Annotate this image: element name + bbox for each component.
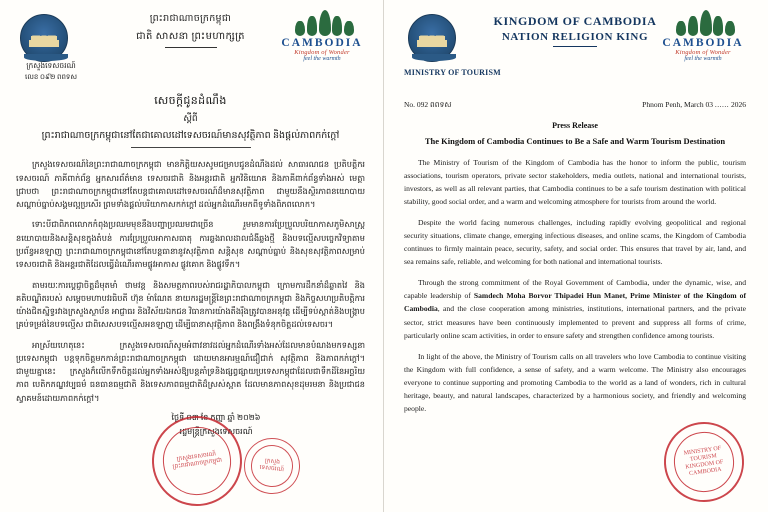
khmer-body <box>16 158 365 405</box>
english-motto-line: NATION RELIGION KING <box>501 31 649 43</box>
english-paragraph-3: Through the strong commitment of the Royal Government of Cambodia, under the dynamic, wise, and capable leadership of Samdech Moha Borvor Thipadei Hun Manet, Prime Minister of the Kingdom of Cambodia, and the close cooperation among ministries, institutions, international partners, and the private sector, strict measures have been continuously implemented to prevent and suppress all forms of crime, particularly online scam activities, in order to ensure safety and strengthen confidence among tourists. <box>404 278 746 340</box>
english-ministry-name: MINISTRY OF TOURISM <box>404 68 501 77</box>
khmer-title-block <box>16 94 365 148</box>
reference-row <box>404 100 746 111</box>
khmer-letterhead <box>16 10 365 80</box>
place-date: Phnom Penh, March <box>642 100 704 109</box>
english-body <box>404 156 746 415</box>
logo-tagline: Kingdom of Wonder <box>675 49 731 56</box>
khmer-paragraph-1: ក្រសួងទេសចរណ៍នៃព្រះរាជាណាចក្រកម្ពុជា មានកិត្តិយសសូមជម្រាបជូនដំណឹងដល់ សាធារណជន ប្រតិបត្តិករទេសចរណ៍ ភាគីពាក់ព័ន្ធ អ្នកសារព័ត៌មាន ទេសចរជាតិ និងអន្តរជាតិ អ្នកវិនិយោគ និងភាគីពាក់ព័ន្ធទាំងអស់ មេត្តាជ្រាបថា ព្រះរាជាណាចក្រកម្ពុជានៅតែបន្តជាគោលដៅទេសចរណ៍ដ៏មានសុវត្ថិភាព ជាមួយនឹងស្ថិរភាពនយោបាយ សណ្តាប់ធ្នាប់សង្គមល្អប្រសើរ ព្រមទាំងផ្តល់បរិយាកាសកក់ក្តៅ ដល់អ្នកដំណើរមកពីទូទាំងពិភពលោក។ <box>16 160 365 210</box>
official-seal-english <box>659 417 749 507</box>
date-year: 2026 <box>731 100 746 109</box>
logo-slogan: feel the warmth <box>684 56 722 62</box>
cambodia-tourism-logo-left <box>279 10 365 62</box>
reference-label: No. <box>404 100 416 109</box>
english-paragraph-1: The Ministry of Tourism of the Kingdom of Cambodia has the honor to inform the public, tourism associations, tourism operators, private sector stakeholders, media outlets, national and international tourists, investors, as well as all relevant parties, that Cambodia continues to be a safe tourism destination with political stability, good social order, and a warm and welcoming atmosphere for tourists from around the world. <box>404 158 746 207</box>
khmer-subject-label: ស្តីពី <box>183 113 198 123</box>
title-divider <box>131 147 251 148</box>
heading-divider <box>165 47 217 48</box>
date-dots: ...... <box>714 100 730 109</box>
royal-emblem-icon <box>20 14 72 58</box>
angkor-wat-icon <box>660 10 746 36</box>
english-paragraph-2: Despite the world facing numerous challenges, including rapidly evolving geopolitical and regional security situations, climate change, emerging infectious diseases, and online scams, the Kingdom of Cambodia continues to firmly maintain peace, security, safety, and social order. This ensures that travel by air, land, and sea remains safe, reliable, and welcoming for both national and international tourists. <box>404 218 746 267</box>
date-day: 03 <box>705 100 713 109</box>
khmer-document-title: ព្រះរាជាណាចក្រកម្ពុជានៅតែជាគោលដៅទេសចរណ៍មានសុវត្ថិភាព និងផ្តល់ភាពកក់ក្តៅ <box>41 131 340 141</box>
seal-secondary-text: ក្រសួងទេសចរណ៍ <box>249 443 295 489</box>
khmer-document-type: សេចក្តីជូនដំណឹង <box>154 95 227 107</box>
reference-group <box>404 100 451 111</box>
khmer-ministry-name: ក្រសួងទេសចរណ៍ <box>26 61 76 70</box>
seal-text: MINISTRY OF TOURISM KINGDOM OF CAMBODIA <box>671 429 738 496</box>
logo-tagline: Kingdom of Wonder <box>294 49 350 56</box>
heading-divider <box>553 46 597 47</box>
angkor-wat-icon <box>279 10 365 36</box>
english-letterhead <box>404 10 746 80</box>
press-release-label: Press Release <box>552 121 598 130</box>
khmer-ministry-block <box>16 60 86 83</box>
khmer-motto-line: ជាតិ សាសនា ព្រះមហាក្សត្រ <box>136 31 245 42</box>
seal-text: ក្រសួងទេសចរណ៍ ព្រះរាជាណាចក្រកម្ពុជា <box>159 423 235 499</box>
khmer-date-line: ថ្ងៃទី ០៣ ខែ​ កញ្ញា ឆ្នាំ ២០២៦ <box>171 413 261 423</box>
reference-value: 092 <box>416 100 429 109</box>
logo-wordmark: CAMBODIA <box>281 37 363 49</box>
khmer-kingdom-line: ព្រះរាជាណាចក្រកម្ពុជា <box>149 14 232 24</box>
logo-slogan: feel the warmth <box>303 56 341 62</box>
khmer-signer-title: រដ្ឋមន្ត្រីក្រសួងទេសចរណ៍ <box>179 427 253 437</box>
khmer-paragraph-3: តាមរយៈការប្តេជ្ញាចិត្តដ៏មុតមាំ ថាមវន្ត និងសមត្ថភាពរបស់រាជរដ្ឋាភិបាលកម្ពុជា ក្រោមការដឹកនាំដ៏ឆ្លាតវៃ និងគតិបណ្ឌិតរបស់ សម្តេចមហាបវរធិបតី ហ៊ុន ម៉ាណែត នាយករដ្ឋមន្ត្រីនៃព្រះរាជាណាចក្រកម្ពុជា និងកិច្ចសហប្រតិបត្តិការយ៉ាងជិតស្និទ្ធរវាងក្រសួងស្ថាប័ន អាជ្ញាធរ និងវិស័យឯកជន វិធានការយ៉ាងតឹងរ៉ឹងត្រូវបានអនុវត្ត ដើម្បីទប់ស្កាត់និងបង្ក្រាបគ្រប់ទម្រង់នៃបទល្មើស ជាពិសេសបទល្មើសអនឡាញ ដើម្បីធានាសុវត្ថិភាព និងពង្រឹងទំនុកចិត្តដល់ទេសចរ។ <box>16 280 365 330</box>
khmer-paragraph-2: ទោះបីជាពិភពលោកកំពុងប្រឈមមុខនឹងបញ្ហាប្រឈមជាច្រើន រួមមានការប្រែប្រួលបរិយាកាសភូមិសាស្ត្រនយោបាយនិងសន្តិសុខក្នុងតំបន់ ការប្រែប្រួលអាកាសធាតុ ការឆ្លងរាលដាលជំងឺឆ្លងថ្មី និងបទល្មើសបច្ចេកវិទ្យាតាមប្រព័ន្ធអនឡាញ ព្រះរាជាណាចក្រកម្ពុជានៅតែបន្តធានានូវសុវត្ថិភាព សន្តិសុខ សណ្តាប់ធ្នាប់ និងសុខសុវត្ថិភាពសម្រាប់ទេសចរជាតិ និងអន្តរជាតិដែលធ្វើដំណើរតាមផ្លូវអាកាស ផ្លូវគោក និងផ្លូវទឹក។ <box>16 220 365 270</box>
english-document-title: The Kingdom of Cambodia Continues to Be a Safe and Warm Tourism Destination <box>424 136 726 146</box>
logo-wordmark: CAMBODIA <box>662 37 744 49</box>
english-paragraph-4: In light of the above, the Ministry of Tourism calls on all travelers who love Cambodia to continue visiting the Kingdom with full confidence, a sense of safety, and a warm welcome. The Ministry also encourages everyone to continue supporting and promoting Cambodia to the world as a land of wonders, rich in cultural heritage, beauty, and natural landscapes, characterized by a harmonious society, and friendly and welcoming people. <box>404 351 746 413</box>
royal-emblem-icon <box>408 14 460 58</box>
reference-suffix: ពពទស <box>430 100 452 109</box>
khmer-paragraph-4: អាស្រ័យហេតុនេះ ក្រសួងទេសចរណ៍សូមអំពាវនាវដល់អ្នកដំណើរទាំងអស់ដែលមានបំណងមកទស្សនាប្រទេសកម្ពុជា បន្តទុកចិត្តមកកាន់ព្រះរាជាណាចក្រកម្ពុជា ដោយមានអារម្មណ៍ជឿជាក់ សុវត្ថិភាព និងភាពកក់ក្តៅ។ ជាមួយគ្នានេះ ក្រសួងក៏លើកទឹកចិត្តដល់អ្នកទាំងអស់ឱ្យបន្តគាំទ្រនិងផ្សព្វផ្សាយប្រទេសកម្ពុជាដែលជាទឹកដីនៃអច្ឆរិយភាព បេតិកភណ្ឌវប្បធម៌ ធនធានធម្មជាតិ និងទេសភាពធម្មជាតិដ៏ស្រស់ស្អាត ដែលមានភាពសុខដុមរមនា និងប្រជាជនស្វាគមន៍ដោយភាពកក់ក្តៅ។ <box>16 340 365 403</box>
place-date-group <box>642 100 746 109</box>
english-document <box>384 0 768 512</box>
english-kingdom-line: KINGDOM OF CAMBODIA <box>493 14 657 28</box>
cambodia-tourism-logo-right <box>660 10 746 62</box>
khmer-reference-number: លេខ ០៩២ ពពទស <box>24 73 78 82</box>
